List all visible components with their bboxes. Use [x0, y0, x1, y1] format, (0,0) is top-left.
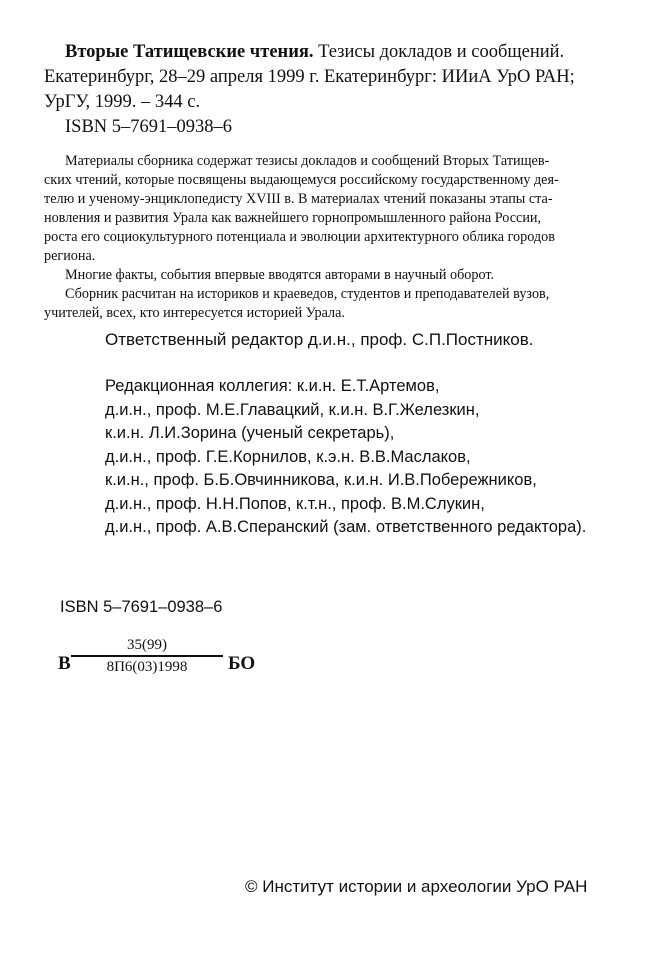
abstract-line: Многие факты, события впервые вводятся авторами в научный оборот.	[65, 267, 495, 283]
board-line: д.и.н., проф. А.В.Сперанский (зам. ответственного редактора).	[105, 518, 587, 536]
publication-place-line: Екатеринбург, 28–29 апреля 1999 г. Екатеринбург: ИИиА УрО РАН;	[44, 67, 575, 87]
fraction-bar	[71, 655, 223, 657]
abstract	[44, 152, 632, 323]
bbk-letter: В	[58, 653, 71, 674]
isbn-top: ISBN 5–7691–0938–6	[65, 117, 233, 137]
board-line: к.и.н., проф. Б.Б.Овчинникова, к.и.н. И.В.Побережников,	[105, 471, 537, 489]
abstract-line: Сборник расчитан на историков и краеведов, студентов и преподавателей вузов,	[65, 286, 550, 302]
bbk-suffix: БО	[228, 653, 256, 674]
abstract-line: роста его социокультурного потенциала и эволюции архитектурного облика городов	[44, 229, 555, 245]
board-line: к.и.н. Л.И.Зорина (ученый секретарь),	[105, 424, 395, 442]
isbn-bottom: ISBN 5–7691–0938–6	[60, 598, 223, 616]
bbk-denominator: 8П6(03)1998	[106, 658, 188, 675]
board-line: д.и.н., проф. Н.Н.Попов, к.т.н., проф. В.М.Слукин,	[105, 494, 485, 513]
editorial-board	[105, 375, 586, 540]
abstract-line: Материалы сборника содержат тезисы докладов и сообщений Вторых Татищев-	[65, 153, 550, 169]
abstract-line: региона.	[44, 248, 96, 264]
book-subtitle: Тезисы докладов и сообщений.	[313, 42, 565, 62]
board-line: д.и.н., проф. М.Е.Главацкий, к.и.н. В.Г.Железкин,	[105, 400, 480, 419]
bibliographic-record	[44, 40, 644, 140]
bbk-fraction	[71, 636, 223, 676]
copyright-notice: © Институт истории и археологии УрО РАН	[245, 877, 588, 896]
title-line	[44, 40, 644, 65]
publisher-line: УрГУ, 1999. – 344 с.	[44, 92, 201, 112]
book-title: Вторые Татищевские чтения.	[65, 42, 314, 62]
board-line: Редакционная коллегия: к.и.н. Е.Т.Артемов,	[105, 377, 440, 395]
abstract-line: новления и развития Урала как важнейшего горнопромышленного района России,	[44, 210, 542, 226]
board-line: д.и.н., проф. Г.Е.Корнилов, к.э.н. В.В.Маслаков,	[105, 447, 471, 466]
abstract-line: ских чтений, которые посвящены выдающемуся российскому государственному дея-	[44, 172, 559, 188]
abstract-line: учителей, всех, кто интересуется историей Урала.	[44, 305, 345, 321]
responsible-editor: Ответственный редактор д.и.н., проф. С.П.Постников.	[105, 330, 534, 349]
abstract-line: телю и ученому-энциклопедисту XVIII в. В материалах чтений показаны этапы ста-	[44, 191, 553, 207]
bbk-numerator: 35(99)	[127, 637, 167, 653]
